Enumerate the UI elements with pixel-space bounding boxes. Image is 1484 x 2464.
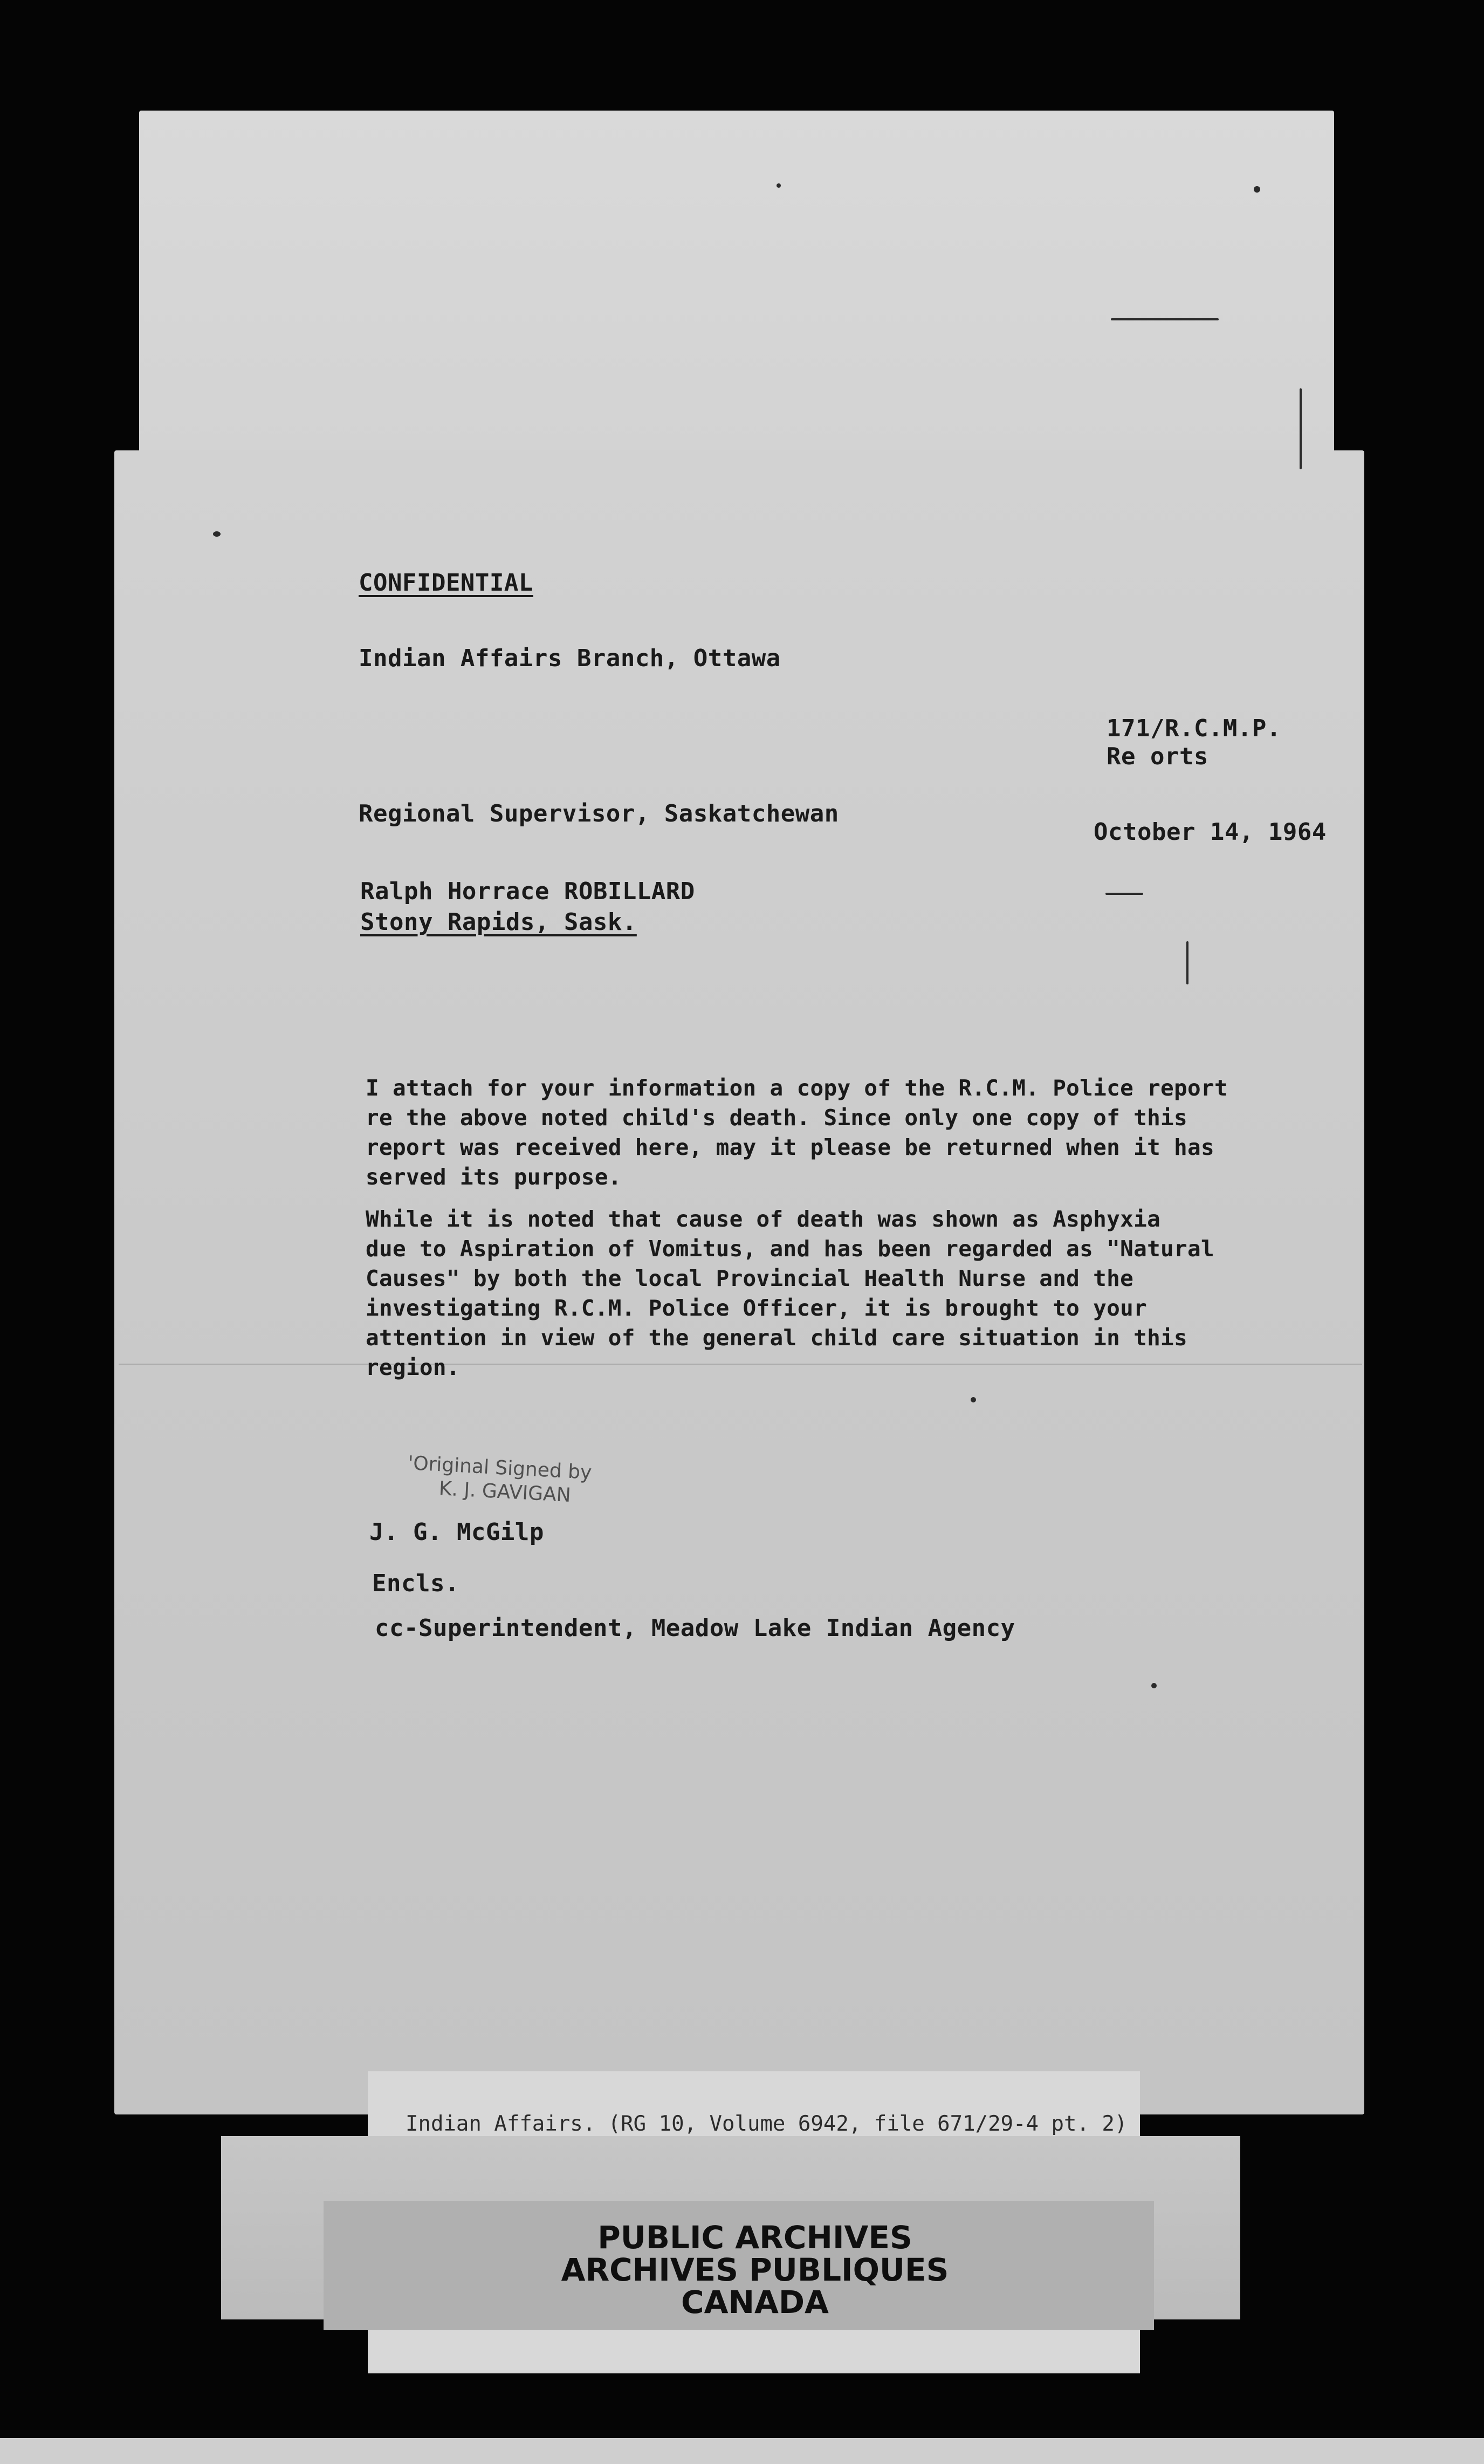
paragraph-line: served its purpose. [366,1164,622,1190]
scan-speck [1254,186,1260,193]
archive-reference: Indian Affairs. (RG 10, Volume 6942, file 671/29-4 pt. 2) [406,2112,1128,2136]
scan-speck [1111,318,1219,320]
archive-stamp-line: PUBLIC ARCHIVES [597,2219,912,2256]
archive-stamp [539,2219,971,2321]
file-reference-category: Re orts [1107,743,1208,770]
paragraph-line: report was received here, may it please be returned when it has [366,1134,1214,1160]
classification-heading: CONFIDENTIAL [359,569,533,597]
paragraph-line: attention in view of the general child care situation in this [366,1325,1188,1351]
subject-name: Ralph Horrace ROBILLARD [360,878,695,905]
recipient: Regional Supervisor, Saskatchewan [359,800,839,827]
body-paragraph-1 [366,1073,1228,1192]
paragraph-line: I attach for your information a copy of the R.C.M. Police report [366,1075,1228,1101]
paragraph-line: region. [366,1354,460,1380]
stamp-line: K. J. GAVIGAN [438,1477,572,1507]
letter-date: October 14, 1964 [1094,818,1327,846]
enclosures-note: Encls. [372,1570,459,1597]
sender-department: Indian Affairs Branch, Ottawa [359,645,781,672]
paragraph-line: due to Aspiration of Vomitus, and has been regarded as "Natural [366,1236,1214,1262]
paragraph-line: re the above noted child's death. Since only one copy of this [366,1105,1188,1131]
paragraph-line: Causes" by both the local Provincial Health Nurse and the [366,1265,1134,1291]
paragraph-line: investigating R.C.M. Police Officer, it is brought to your [366,1295,1148,1321]
scan-speck [777,183,781,188]
scan-speck [1151,1683,1157,1688]
subject-place: Stony Rapids, Sask. [360,908,637,936]
scan-speck [1300,388,1302,469]
scan-speck [971,1397,976,1402]
archive-stamp-line: CANADA [681,2284,829,2321]
stamp-line: 'Original Signed by [407,1452,593,1484]
paragraph-line: While it is noted that cause of death was shown as Asphyxia [366,1206,1161,1232]
signatory-name: J. G. McGilp [369,1518,544,1546]
cc-line: cc-Superintendent, Meadow Lake Indian Agency [375,1614,1015,1642]
archive-stamp-line: ARCHIVES PUBLIQUES [561,2251,949,2288]
scan-speck [1186,941,1188,984]
scan-speck [213,531,221,537]
file-reference: 171/R.C.M.P. [1107,715,1281,742]
scan-speck [1105,893,1143,895]
body-paragraph-2 [366,1204,1214,1382]
signature-stamp [406,1452,592,1509]
scan-edge [0,2438,1484,2464]
